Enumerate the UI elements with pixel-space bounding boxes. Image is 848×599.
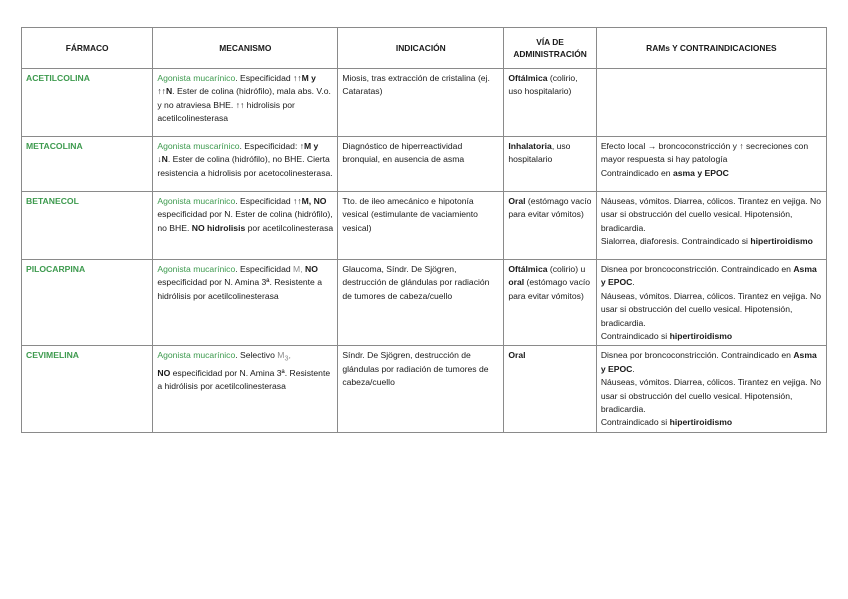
indication-cell: Miosis, tras extracción de cristalina (ej. Cataratas) <box>338 69 504 137</box>
header-mecanismo: MECANISMO <box>153 28 338 69</box>
mechanism-cell <box>153 346 338 432</box>
route-text: (estómago vacío para evitar vómitos) <box>508 196 592 220</box>
rams-text: Contraindicado si <box>600 331 670 342</box>
rams-line: Náuseas, vómitos. Diarrea, cólicos. Tirantez en vejiga. No usar si obstrucción del cuello vesical. Hipotensión, bradicardia. <box>600 196 822 233</box>
rams-line <box>601 416 822 429</box>
mech-text: . Especificidad <box>235 196 294 206</box>
drug-name <box>22 346 153 432</box>
route-text: (estómago vacío para evitar vómitos) <box>508 277 591 301</box>
route-text: (colirio, uso hospitalario) <box>508 73 578 97</box>
route-bold: Oftálmica <box>508 264 548 274</box>
route-bold: Oral <box>508 350 526 361</box>
mech-specificity: ↑↑M, <box>293 196 314 206</box>
rams-line <box>601 349 822 376</box>
indication-cell: Diagnóstico de hiperreactividad bronquial, en ausencia de asma <box>338 137 504 192</box>
mech-specificity: ↑M y ↓N <box>157 141 319 165</box>
header-via-line2: ADMINISTRACIÓN <box>513 49 587 59</box>
indication-cell: Síndr. De Sjögren, destrucción de glándulas por radiación de tumores de cabeza/cuello <box>338 346 504 432</box>
mech-no: NO <box>304 264 318 274</box>
mech-comma: , <box>288 350 291 361</box>
mech-text: . Especificidad <box>235 264 294 274</box>
mech-text: . Especificidad <box>235 73 294 83</box>
mechanism-cell <box>153 69 338 137</box>
rams-line: Náuseas, vómitos. Diarrea, cólicos. Tirantez en vejiga. No usar si obstrucción del cuello vesical. Hipotensión, bradicardia. <box>600 377 822 415</box>
rams-cell <box>596 260 826 346</box>
mech-text: especificidad por N. Amina 3ª. Resistente a hidrólisis por acetilcolinesterasa <box>157 277 322 301</box>
rams-text: Contraindicado en <box>600 167 673 178</box>
rams-bold: asma y EPOC <box>672 167 729 178</box>
header-farmaco: FÁRMACO <box>22 28 153 69</box>
rams-bold: hipertiroidismo <box>750 236 813 247</box>
table-row <box>22 260 827 346</box>
rams-line: Efecto local → broncoconstricción y ↑ secreciones con mayor respuesta si hay patología <box>600 141 809 165</box>
drug-name <box>22 137 153 192</box>
header-via <box>504 28 596 69</box>
mech-text: . Selectivo <box>235 350 278 361</box>
drug-table <box>21 27 827 433</box>
route-bold: Oftálmica <box>508 73 548 83</box>
mech-subscript: 3 <box>284 355 289 364</box>
drug-name-text: METACOLINA <box>26 141 83 151</box>
mech-text: . Ester de colina (hidrófilo), mala abs. V.o. y no atraviesa BHE. ↑↑ hidrolisis por acetilcolinesterasa <box>157 86 331 124</box>
indication-cell: Glaucoma, Síndr. De Sjögren, destrucción de glándulas por radiación de tumores de cabeza/cuello <box>338 260 504 346</box>
drug-name <box>22 260 153 346</box>
rams-text: Contraindicado si <box>600 417 670 428</box>
route-cell <box>504 69 596 137</box>
mech-text: . Especificidad: <box>239 141 300 151</box>
rams-bold: Asma y EPOC <box>600 350 817 374</box>
rams-text: . <box>632 363 635 374</box>
rams-text: Sialorrea, diaforesis. Contraindicado si <box>600 236 751 247</box>
header-row <box>22 28 827 69</box>
route-cell <box>504 192 596 260</box>
mech-specificity: ↑↑M y ↑↑N <box>157 73 316 97</box>
agonist-label: Agonista mucarínico <box>157 350 236 361</box>
drug-name-text: PILOCARPINA <box>26 264 86 274</box>
mech-text: por acetilcolinesterasa <box>245 222 334 233</box>
rams-line <box>601 235 822 248</box>
rams-text: . <box>632 277 635 288</box>
rams-text: Disnea por broncoconstricción. Contraindicado en <box>600 350 794 361</box>
mechanism-cell <box>153 260 338 346</box>
rams-bold: hipertiroidismo <box>669 417 733 428</box>
header-rams: RAMs Y CONTRAINDICACIONES <box>596 28 826 69</box>
rams-bold: Asma y EPOC <box>600 264 817 288</box>
drug-name-text: BETANECOL <box>26 196 79 206</box>
agonist-label: Agonista mucarínico <box>157 264 236 274</box>
rams-cell <box>596 69 826 137</box>
mech-no: NO <box>157 367 171 378</box>
route-bold: oral <box>508 277 525 288</box>
drug-name <box>22 69 153 137</box>
indication-cell: Tto. de ileo amecánico e hipotonía vesical (estimulante de vaciamiento vesical) <box>338 192 504 260</box>
mech-specificity: M, <box>293 264 305 274</box>
rams-line <box>601 167 822 180</box>
rams-bold: hipertiroidismo <box>669 331 733 342</box>
table-row <box>22 69 827 137</box>
mech-text: . Ester de colina (hidrófilo), no BHE. Cierta resistencia a hidrolisis por acetocolinesterasa. <box>157 154 333 178</box>
route-bold: Inhalatoria <box>508 141 552 151</box>
mech-text: especificidad por N. Ester de colina (hidrófilo), no BHE. <box>157 209 333 233</box>
agonist-label: Agonista mucarínico <box>157 196 236 206</box>
table-row <box>22 346 827 432</box>
rams-text: Disnea por broncoconstricción. Contraindicado en <box>600 264 794 274</box>
rams-cell <box>596 192 826 260</box>
agonist-label: Agonista muscarínico <box>157 141 240 151</box>
route-cell <box>504 346 596 432</box>
header-via-line1: VÍA DE <box>536 37 564 47</box>
table-row <box>22 137 827 192</box>
drug-name-text: CEVIMELINA <box>26 350 79 361</box>
drug-name-text: ACETILCOLINA <box>26 73 90 83</box>
mech-specificity: M <box>277 350 285 361</box>
mechanism-cell <box>153 192 338 260</box>
rams-line: Náuseas, vómitos. Diarrea, cólicos. Tirantez en vejiga. No usar si obstrucción del cuello vesical. Hipotensión, bradicardia. <box>600 290 822 328</box>
rams-cell <box>596 137 826 192</box>
rams-cell <box>596 346 826 432</box>
agonist-label: Agonista mucarínico <box>157 73 236 83</box>
mech-text: especificidad por N. Amina 3ª. Resistente a hidrólisis por acetilcolinesterasa <box>157 367 331 391</box>
route-cell <box>504 260 596 346</box>
header-indicacion: INDICACIÓN <box>338 28 504 69</box>
route-bold: Oral <box>508 196 526 206</box>
drug-name <box>22 192 153 260</box>
mech-no-hidrolisis: NO hidrolisis <box>191 222 246 233</box>
mechanism-cell <box>153 137 338 192</box>
route-cell <box>504 137 596 192</box>
rams-line <box>601 263 822 290</box>
rams-line <box>601 330 822 343</box>
mech-no: NO <box>313 196 327 206</box>
route-text: (colirio) u <box>547 264 586 274</box>
table-row <box>22 192 827 260</box>
route-text: , uso hospitalario <box>508 141 571 165</box>
